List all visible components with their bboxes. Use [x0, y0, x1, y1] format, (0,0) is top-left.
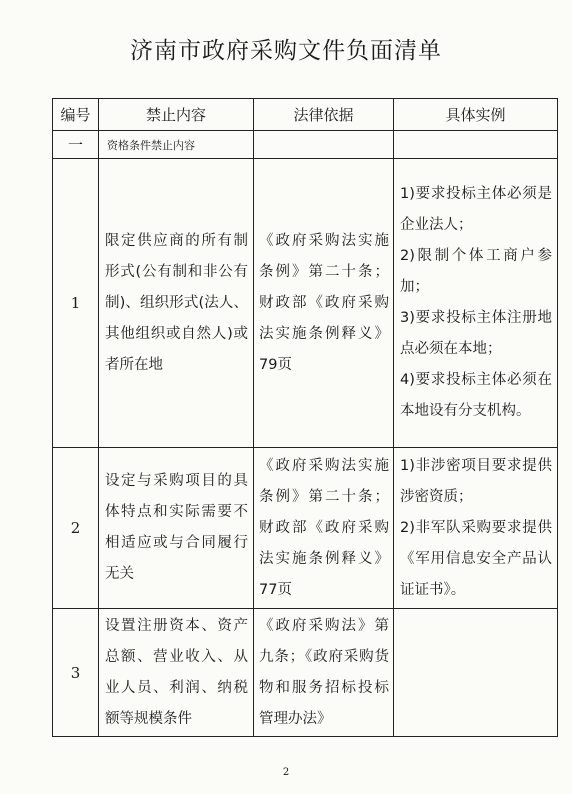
row-law: 《政府采购法》第九条；《政府采购货物和服务招标投标管理办法》	[254, 609, 394, 737]
example-item: 2)限制个体工商户参加；	[400, 248, 552, 295]
section-name: 资格条件禁止内容	[99, 131, 254, 159]
example-item: 1)非涉密项目要求提供涉密资质；	[400, 457, 552, 505]
example-item: 4)要求投标主体必须在本地设有分支机构。	[400, 372, 552, 419]
negative-list-table	[52, 98, 558, 737]
table-header-row	[53, 99, 558, 131]
header-legal-basis: 法律依据	[254, 99, 394, 131]
header-prohibited-content: 禁止内容	[99, 99, 254, 131]
table-row	[53, 609, 558, 737]
row-law: 《政府采购法实施条例》第二十条；财政部《政府采购法实施条例释义》79页	[254, 159, 394, 448]
page-title: 济南市政府采购文件负面清单	[130, 38, 442, 64]
row-content: 限定供应商的所有制形式(公有制和非公有制)、组织形式(法人、其他组织或自然人)或者所在地	[99, 159, 254, 448]
row-number: 1	[53, 159, 99, 448]
row-number: 2	[53, 448, 99, 609]
row-content: 设定与采购项目的具体特点和实际需要不相适应或与合同履行无关	[99, 448, 254, 609]
table-row	[53, 448, 558, 609]
row-examples	[394, 448, 558, 609]
table-row	[53, 159, 558, 448]
header-examples: 具体实例	[394, 99, 558, 131]
header-number: 编号	[53, 99, 99, 131]
row-number: 3	[53, 609, 99, 737]
section-number: 一	[53, 131, 99, 159]
row-examples	[394, 609, 558, 737]
row-law: 《政府采购法实施条例》第二十条；财政部《政府采购法实施条例释义》77页	[254, 448, 394, 609]
section-row	[53, 131, 558, 159]
section-empty-cell	[394, 131, 558, 159]
section-empty-cell	[254, 131, 394, 159]
row-examples	[394, 159, 558, 448]
page-number: 2	[282, 767, 290, 778]
row-content: 设置注册资本、资产总额、营业收入、从业人员、利润、纳税额等规模条件	[99, 609, 254, 737]
example-item: 2)非军队采购要求提供《军用信息安全产品认证证书》。	[400, 519, 552, 598]
example-item: 3)要求投标主体注册地点必须在本地；	[400, 310, 552, 357]
example-item: 1)要求投标主体必须是企业法人；	[400, 186, 552, 233]
